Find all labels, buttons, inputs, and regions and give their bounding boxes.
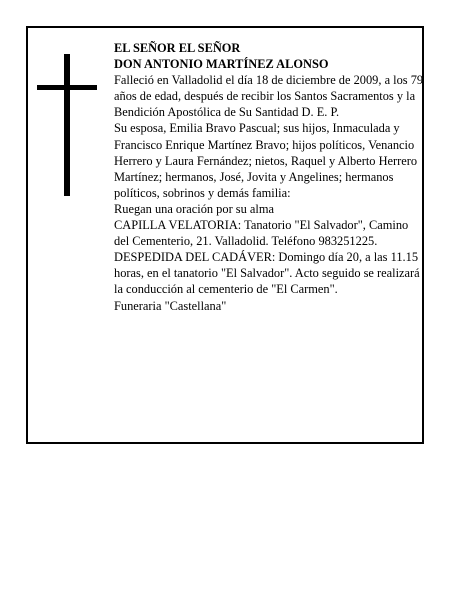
notice-heading-title: EL SEÑOR EL SEÑOR: [114, 41, 241, 55]
cross-vertical-bar: [64, 54, 70, 196]
chapel-details: CAPILLA VELATORIA: Tanatorio "El Salvador", Camino del Cementerio, 21. Valladolid. Teléfono 983251225.: [114, 218, 409, 249]
deceased-name: DON ANTONIO MARTÍNEZ ALONSO: [114, 57, 329, 72]
cross-horizontal-bar: [37, 85, 97, 90]
farewell-details: DESPEDIDA DEL CADÁVER: Domingo día 20, a las 11.15 horas, en el tanatorio "El Salvador". Acto seguido se realizará la conducción al cementerio de "El Carmen".: [114, 250, 420, 297]
family-list: Su esposa, Emilia Bravo Pascual; sus hijos, Inmaculada y Francisco Enrique Martínez Bravo; hijos políticos, Venancio Herrero y Laura Fernández; nietos, Raquel y Alberto Herrero Martínez; hermanos, José, Jovita y Angelines; hermanos políticos, sobrinos y demás familia:: [114, 121, 418, 200]
death-announcement: Falleció en Valladolid el día 18 de diciembre de 2009, a los 79 años de edad, después de recibir los Santos Sacramentos y la Bendición Apostólica de Su Santidad D. E. P.: [114, 73, 424, 120]
funeral-home: Funeraria "Castellana": [114, 298, 227, 313]
obituary-text: [114, 40, 424, 314]
prayer-request: Ruegan una oración por su alma: [114, 201, 274, 216]
